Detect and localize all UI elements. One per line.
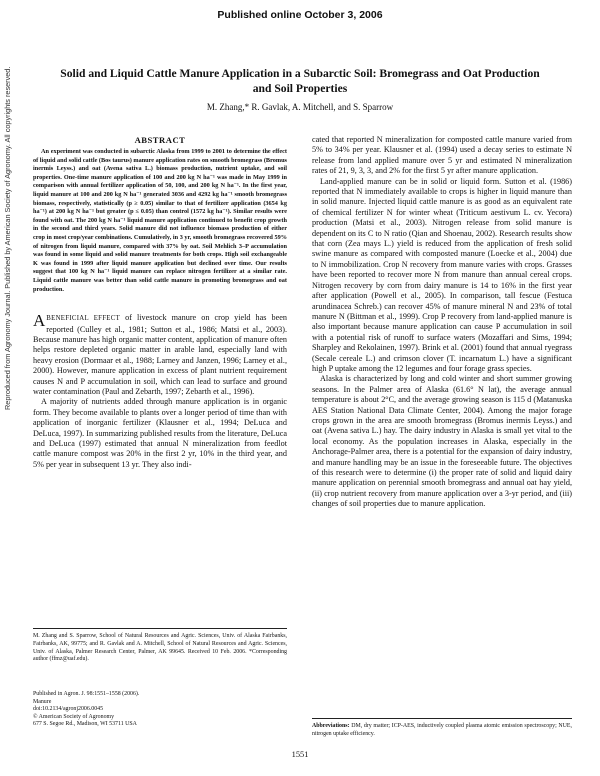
paper-title: Solid and Liquid Cattle Manure Application in a Subarctic Soil: Bromegrass and Oat Production and Soil Properties [60,67,540,95]
intro-paragraph-2: A majority of nutrients added through manure application is in organic form. They become available to plants over a longer period of time than with application of inorganic fertilizer (Klausner et al., 1994; DeLuca and DeLuca, 1997). In summarizing published results from the literature, DeLuca and DeLuca (1997) estimated that annual N mineralization from feedlot cattle manure compost was 20% in the first 2 yr, 10% in the third year, and 5% per year in subsequent 13 yr. They also indi- [33,397,287,469]
pubinfo-section: Manure [33,698,52,705]
abbreviations-label: Abbreviations: [312,723,350,729]
abbreviations-note [312,718,572,739]
drop-cap: A [33,311,46,331]
publication-banner: Published online October 3, 2006 [217,9,383,21]
left-column [33,135,287,470]
intro-paragraph-1-text: of livestock manure on crop yield has been reported (Culley et al., 1981; Sutton et al., 1986; Matsi et al., 2003). Because manure has high organic matter content, application of manure often helps restore depleted organic matter in arable land, especially land with heavy erosion (Dormaar et al., 1988; Larney and Janzen, 1996; Larney et al., 2000). However, manure application in excess of plant nutrient requirement causes N and P accumulation in soil, which can lead to surface and ground water contamination (Paul and Zebarth, 1997; Zebarth et al., 1996). [33,313,287,396]
right-column [312,135,572,510]
abbreviations-text: DM, dry matter; ICP-AES, inductively coupled plasma atomic emission spectroscopy; NUE, nitrogen uptake efficiency. [312,723,572,737]
pubinfo-copyright: © American Society of Agronomy [33,713,115,720]
author-list: M. Zhang,* R. Gavlak, A. Mitchell, and S. Sparrow [206,102,394,112]
abstract-text: An experiment was conducted in subarctic Alaska from 1999 to 2001 to determine the effect of liquid and solid cattle (Bos taurus) manure application rates on smooth bromegrass (Bromus inermis Leyss.) and oat (Avena sativa L.) biomass production, nutrient uptake, and soil properties. One-time manure application of 100 and 200 kg N ha⁻¹ was made in May 1999 in comparison with annual fertilizer application of 50, 100, and 200 kg N ha⁻¹. In the first year, liquid manure at 100 and 200 kg N ha⁻¹ generated 3036 and 4292 kg ha⁻¹ smooth bromegrass biomass, respectively, statistically (p ≥ 0.05) similar to that of fertilizer application (3654 kg ha⁻¹) at 200 kg N ha⁻¹ but greater (p ≤ 0.05) than control (1572 kg ha⁻¹). Similar results were found with oat. The 200 kg N ha⁻¹ liquid manure application continued to benefit crop growth in the second and third years. Solid manure did not influence biomass production of either crop in most crop/year combinations. Cumulatively, in 3 yr, smooth bromegrass recovered 59% of nitrogen from liquid manure, compared with 37% by oat. Soil Mehlich 3–P accumulation was found in some liquid and solid manure treatments for both crops. High soil exchangeable K was found in 1999 after liquid manure application but declined over time. Our results suggest that 100 kg N ha⁻¹ liquid manure can replace nitrogen fertilizer at a similar rate. Liquid cattle manure was better than solid cattle manure in promoting bromegrass and oat production. [33,148,287,293]
pubinfo-doi: doi:10.2134/agronj2006.0045 [33,706,104,713]
intro-paragraph-1 [33,313,287,397]
right-paragraph-2: Land-applied manure can be in solid or liquid form. Sutton et al. (1986) reported that N immediately available to crops is higher in liquid manure than in solid manure. Injected liquid cattle manure is as good as an equivalent rate of chemical fertilizer N for winter wheat (Triticum aestivum L. cv. Yecora) production (Matsi et al., 2003). Nitrogen release from solid manure is dependent on its C to N ratio (Qian and Shoenau, 2002). Research results show that corn (Zea mays L.) yield is reduced from the application of fresh solid swine manure as compared with composted manure (Loecke et al., 2004) due to N immobilization. Crop N recovery from manure varies with crops. Grasses have been reported to recover more N from manure than annual cereal crops. Nitrogen recovery by corn from dairy manure is 14 to 16% in the first year after application (Powell et al., 2005). In comparison, tall fescue (Festuca arundinacea Schreb.) can recover 45% of manure mineral N and 23% of total manure N (Bittman et al., 1999). Crop P recovery from land-applied manure is also important because manure application can cause P accumulation in soil with a potential risk of runoff to surface waters (Mozaffari and Sims, 1994; Sharpley and Rekolainen, 1997). Brink et al. (2001) found that annual ryegrass (Secale cereale L.) and crimson clover (T. incarnatum L.) have a significant high P uptake among the 12 legumes and four forage grass species. [312,176,572,373]
pubinfo-citation: Published in Agron. J. 98:1551–1558 (2006). [33,691,140,697]
copyright-side-strip [3,60,17,760]
page-number: 1551 [291,750,309,759]
right-paragraph-3: Alaska is characterized by long and cold winter and short summer growing seasons. In the Palmer area of Alaska (61.6° N lat), the average annual temperature is about 2°C, and the average growing season is 115 d (Matanuska AES Station National Data Climate Center, 2004). Among the major forage crops grown in the area are smooth bromegrass (Bromus inermis Leyss.) and oat (Avena sativa L.) hay. The dairy industry in Alaska is small yet vital to the local economy. As the population increases in Alaska, especially in the Anchorage-Palmer area, there is a potential for the expansion of dairy industry, and manure handling may be an issue in the foreseeable future. The objectives of this research were to determine (i) the proper rate of solid and liquid dairy manure application on perennial smooth bromegrass and annual oat hay yield, (ii) crop nutrient recovery from manure application over a 3-yr period, and (iii) changes of soil properties due to manure application. [312,374,572,509]
affiliation-text: M. Zhang and S. Sparrow, School of Natural Resources and Agric. Sciences, Univ. of Alaska Fairbanks, Fairbanks, AK, 99775; and R. Gavlak and A. Mitchell, School of Natural Resources and Agric. Sciences, Univ. of Alaska, Palmer Research Center, Palmer, AK 99645. Received 10 Feb. 2006. *Corresponding author (ffmz@uaf.edu). [33,633,287,663]
copyright-side-text: Reproduced from Agronomy Journal. Published by American Society of Agronomy. All copyrights reserved. [3,66,12,410]
author-affiliation-footnote [33,628,287,664]
pubinfo-address: 677 S. Segoe Rd., Madison, WI 53711 USA [33,721,137,728]
abstract-heading: ABSTRACT [134,135,186,145]
intro-smallcaps: BENEFICIAL EFFECT [46,315,121,323]
publication-info [33,691,287,729]
right-paragraph-1: cated that reported N mineralization for composted cattle manure varied from 5% to 34% per year. Klausner et al. (1994) used a decay series to estimate N release from land applied manure over 5 yr and estimated N mineralization rates of 21, 9, 3, 3, and 2% for the first 5 yr after manure application. [312,135,572,176]
